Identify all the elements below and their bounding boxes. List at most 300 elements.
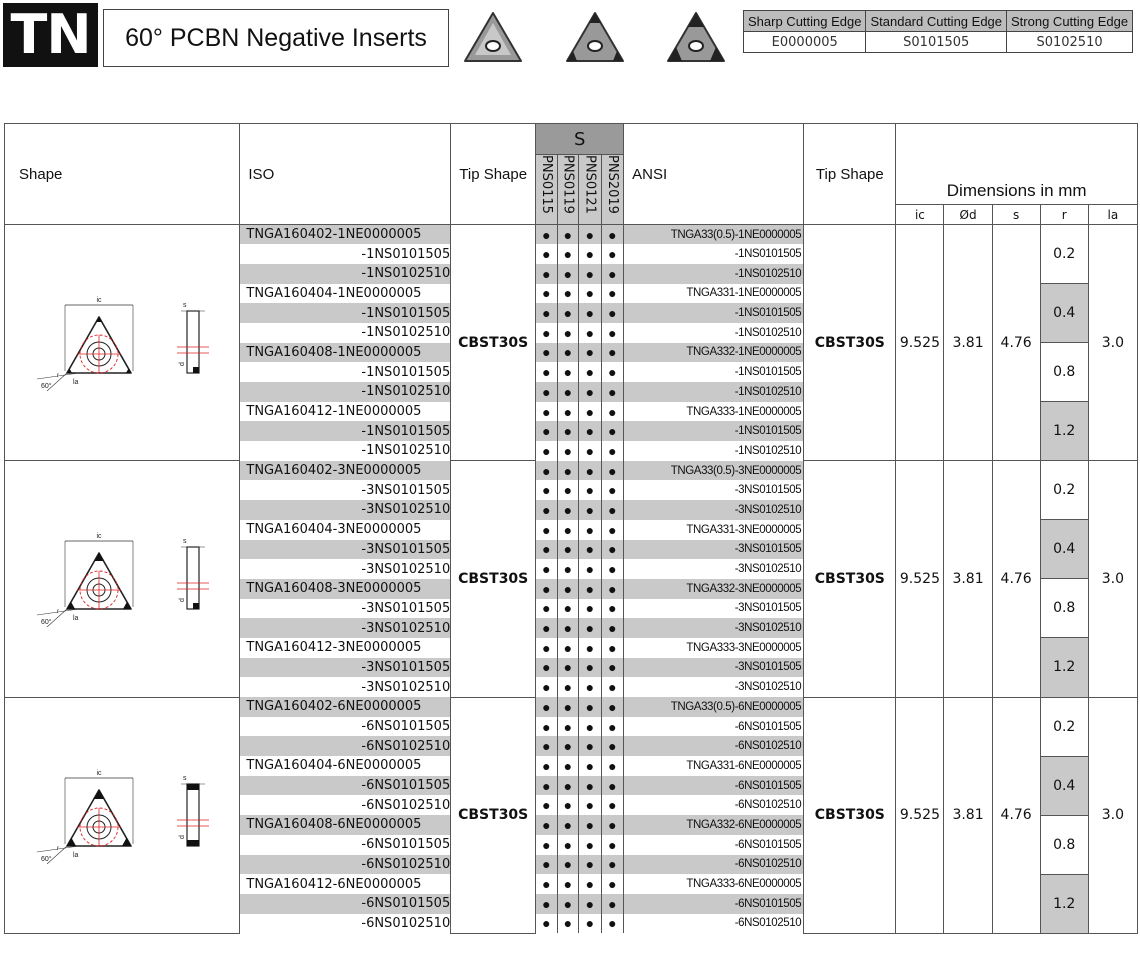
availability-dot: ●	[557, 677, 578, 697]
ansi-code: -1NS0102510	[624, 264, 804, 284]
svg-text:s: s	[183, 774, 187, 782]
cutting-edge-table	[743, 10, 1133, 53]
availability-dot: ●	[536, 638, 557, 658]
availability-dot: ●	[579, 914, 602, 934]
availability-dot: ●	[557, 540, 578, 560]
dim-col-d: Ød	[944, 205, 992, 225]
availability-dot: ●	[557, 402, 578, 422]
iso-code: TNGA160412-1NE0000005	[240, 402, 451, 422]
dim-r: 1.2	[1040, 874, 1088, 933]
ansi-code: -3NS0102510	[624, 559, 804, 579]
dim-r: 0.4	[1040, 520, 1088, 579]
availability-dot: ●	[579, 284, 602, 304]
availability-dot: ●	[579, 795, 602, 815]
svg-text:d: d	[179, 598, 187, 603]
availability-dot: ●	[601, 795, 624, 815]
availability-dot: ●	[601, 559, 624, 579]
availability-dot: ●	[557, 697, 578, 717]
iso-code: TNGA160408-6NE0000005	[240, 815, 451, 835]
iso-code: -6NS0102510	[240, 736, 451, 756]
ansi-code: TNGA332-6NE0000005	[624, 815, 804, 835]
svg-text:60°: 60°	[41, 619, 52, 627]
availability-dot: ●	[536, 658, 557, 678]
ansi-code: -6NS0102510	[624, 855, 804, 875]
ansi-code: TNGA33(0.5)-6NE0000005	[624, 697, 804, 717]
ansi-code: -6NS0101505	[624, 776, 804, 796]
ansi-code: -6NS0102510	[624, 795, 804, 815]
availability-dot: ●	[579, 323, 602, 343]
availability-dot: ●	[601, 599, 624, 619]
availability-dot: ●	[579, 343, 602, 363]
iso-code: TNGA160402-3NE0000005	[240, 461, 451, 481]
ansi-code: TNGA333-3NE0000005	[624, 638, 804, 658]
availability-dot: ●	[557, 421, 578, 441]
iso-code: -1NS0101505	[240, 362, 451, 382]
availability-dot: ●	[579, 402, 602, 422]
availability-dot: ●	[601, 284, 624, 304]
availability-dot: ●	[557, 815, 578, 835]
availability-dot: ●	[557, 225, 578, 245]
availability-dot: ●	[601, 914, 624, 934]
availability-dot: ●	[601, 362, 624, 382]
availability-dot: ●	[536, 579, 557, 599]
availability-dot: ●	[536, 835, 557, 855]
dim-s: 4.76	[992, 697, 1040, 933]
availability-dot: ●	[536, 480, 557, 500]
iso-code: -6NS0102510	[240, 855, 451, 875]
availability-dot: ●	[557, 520, 578, 540]
availability-dot: ●	[557, 343, 578, 363]
availability-dot: ●	[601, 894, 624, 914]
ansi-code: TNGA331-6NE0000005	[624, 756, 804, 776]
availability-dot: ●	[579, 520, 602, 540]
insert-shape-drawing	[17, 291, 227, 391]
edge-value: S0101505	[866, 32, 1007, 53]
availability-dot: ●	[557, 795, 578, 815]
availability-dot: ●	[557, 599, 578, 619]
ansi-code: -3NS0101505	[624, 540, 804, 560]
availability-dot: ●	[601, 343, 624, 363]
tip-shape: CBST30S	[451, 697, 536, 933]
ansi-code: TNGA332-3NE0000005	[624, 579, 804, 599]
availability-dot: ●	[557, 480, 578, 500]
availability-dot: ●	[601, 441, 624, 461]
dim-r: 0.8	[1040, 343, 1088, 402]
availability-dot: ●	[579, 756, 602, 776]
grade-header: PNS0121	[582, 155, 598, 214]
availability-dot: ●	[536, 559, 557, 579]
col-iso: ISO	[240, 124, 451, 225]
ansi-code: -6NS0101505	[624, 835, 804, 855]
dim-col-r: r	[1040, 205, 1088, 225]
availability-dot: ●	[579, 540, 602, 560]
ansi-code: TNGA333-6NE0000005	[624, 874, 804, 894]
availability-dot: ●	[536, 461, 557, 481]
availability-dot: ●	[557, 303, 578, 323]
col-shape: Shape	[5, 124, 240, 225]
iso-code: -3NS0101505	[240, 658, 451, 678]
dimensions-header: Dimensions in mm	[896, 124, 1138, 205]
tip-shape: CBST30S	[451, 461, 536, 697]
availability-dot: ●	[579, 599, 602, 619]
availability-dot: ●	[579, 697, 602, 717]
availability-dot: ●	[536, 540, 557, 560]
table-row	[5, 225, 1138, 245]
availability-dot: ●	[579, 264, 602, 284]
availability-dot: ●	[536, 264, 557, 284]
availability-dot: ●	[536, 500, 557, 520]
iso-code: TNGA160412-6NE0000005	[240, 874, 451, 894]
availability-dot: ●	[601, 225, 624, 245]
ansi-code: -1NS0102510	[624, 323, 804, 343]
ansi-code: -1NS0102510	[624, 441, 804, 461]
ansi-code: -6NS0101505	[624, 894, 804, 914]
availability-dot: ●	[579, 579, 602, 599]
insert-sharp-icon	[461, 9, 525, 67]
insert-spec-table	[4, 123, 1138, 934]
dim-s: 4.76	[992, 461, 1040, 697]
availability-dot: ●	[536, 520, 557, 540]
dim-r: 0.4	[1040, 756, 1088, 815]
dim-r: 0.2	[1040, 461, 1088, 520]
availability-dot: ●	[557, 441, 578, 461]
svg-text:d: d	[179, 362, 187, 367]
availability-dot: ●	[557, 756, 578, 776]
grade-header: PNS0115	[539, 155, 555, 214]
availability-dot: ●	[579, 480, 602, 500]
svg-text:ic: ic	[96, 769, 102, 777]
availability-dot: ●	[557, 736, 578, 756]
availability-dot: ●	[536, 323, 557, 343]
dim-d: 3.81	[944, 697, 992, 933]
availability-dot: ●	[579, 559, 602, 579]
iso-code: TNGA160404-3NE0000005	[240, 520, 451, 540]
availability-dot: ●	[579, 461, 602, 481]
iso-code: -6NS0101505	[240, 717, 451, 737]
table-row	[5, 461, 1138, 481]
iso-code: TNGA160404-1NE0000005	[240, 284, 451, 304]
iso-code: -1NS0102510	[240, 264, 451, 284]
dim-ic: 9.525	[896, 461, 944, 697]
availability-dot: ●	[579, 855, 602, 875]
ansi-code: -1NS0101505	[624, 421, 804, 441]
svg-text:d: d	[179, 834, 187, 839]
ansi-code: -6NS0101505	[624, 717, 804, 737]
availability-dot: ●	[536, 815, 557, 835]
availability-dot: ●	[557, 717, 578, 737]
iso-code: -1NS0102510	[240, 382, 451, 402]
dim-r: 1.2	[1040, 638, 1088, 697]
shape-cell	[5, 697, 240, 933]
dim-col-ic: ic	[896, 205, 944, 225]
availability-dot: ●	[536, 795, 557, 815]
availability-dot: ●	[557, 638, 578, 658]
availability-dot: ●	[557, 244, 578, 264]
iso-code: -1NS0101505	[240, 244, 451, 264]
iso-code: -3NS0102510	[240, 618, 451, 638]
svg-text:60°: 60°	[41, 383, 52, 391]
availability-dot: ●	[601, 638, 624, 658]
ansi-code: -1NS0101505	[624, 244, 804, 264]
insert-standard-icon	[563, 9, 627, 67]
availability-dot: ●	[536, 362, 557, 382]
ansi-code: -3NS0101505	[624, 658, 804, 678]
availability-dot: ●	[601, 855, 624, 875]
svg-text:60°: 60°	[41, 855, 52, 863]
availability-dot: ●	[579, 421, 602, 441]
insert-strong-icon	[664, 9, 728, 67]
availability-dot: ●	[536, 382, 557, 402]
availability-dot: ●	[579, 776, 602, 796]
availability-dot: ●	[579, 244, 602, 264]
availability-dot: ●	[579, 441, 602, 461]
dim-ic: 9.525	[896, 697, 944, 933]
availability-dot: ●	[536, 756, 557, 776]
availability-dot: ●	[536, 421, 557, 441]
availability-dot: ●	[536, 402, 557, 422]
availability-dot: ●	[579, 382, 602, 402]
grade-header: PNS0119	[560, 155, 576, 214]
availability-dot: ●	[536, 894, 557, 914]
svg-text:s: s	[183, 302, 187, 310]
availability-dot: ●	[536, 776, 557, 796]
availability-dot: ●	[536, 244, 557, 264]
availability-dot: ●	[579, 835, 602, 855]
availability-dot: ●	[579, 638, 602, 658]
availability-dot: ●	[601, 658, 624, 678]
availability-dot: ●	[557, 362, 578, 382]
availability-dot: ●	[557, 382, 578, 402]
svg-text:ic: ic	[96, 533, 102, 541]
availability-dot: ●	[601, 540, 624, 560]
grade-header: PNS2019	[604, 155, 620, 214]
iso-code: -3NS0101505	[240, 540, 451, 560]
iso-code: -1NS0102510	[240, 323, 451, 343]
series-code-badge: TN	[3, 3, 98, 67]
availability-dot: ●	[579, 815, 602, 835]
availability-dot: ●	[601, 500, 624, 520]
dim-la: 3.0	[1088, 697, 1137, 933]
availability-dot: ●	[536, 677, 557, 697]
table-row	[5, 697, 1138, 717]
col-ansi: ANSI	[624, 124, 804, 225]
ansi-code: -6NS0102510	[624, 736, 804, 756]
availability-dot: ●	[557, 894, 578, 914]
iso-code: -3NS0102510	[240, 500, 451, 520]
ansi-code: TNGA331-1NE0000005	[624, 284, 804, 304]
dim-col-la: la	[1088, 205, 1137, 225]
availability-dot: ●	[557, 658, 578, 678]
iso-code: -1NS0101505	[240, 303, 451, 323]
availability-dot: ●	[557, 914, 578, 934]
svg-text:ic: ic	[96, 297, 102, 305]
dim-r: 0.8	[1040, 579, 1088, 638]
availability-dot: ●	[601, 618, 624, 638]
availability-dot: ●	[536, 599, 557, 619]
availability-dot: ●	[536, 914, 557, 934]
iso-code: TNGA160412-3NE0000005	[240, 638, 451, 658]
iso-code: -3NS0101505	[240, 480, 451, 500]
iso-code: -1NS0101505	[240, 421, 451, 441]
availability-dot: ●	[579, 225, 602, 245]
tip-shape-2: CBST30S	[804, 697, 896, 933]
dim-r: 0.4	[1040, 284, 1088, 343]
availability-dot: ●	[536, 225, 557, 245]
availability-dot: ●	[557, 776, 578, 796]
availability-dot: ●	[557, 579, 578, 599]
dim-col-s: s	[992, 205, 1040, 225]
ansi-code: -3NS0101505	[624, 599, 804, 619]
iso-code: -6NS0101505	[240, 835, 451, 855]
tip-shape-2: CBST30S	[804, 461, 896, 697]
dim-r: 0.2	[1040, 225, 1088, 284]
page-title: 60° PCBN Negative Inserts	[103, 9, 449, 67]
ansi-code: -6NS0102510	[624, 914, 804, 934]
availability-dot: ●	[557, 618, 578, 638]
iso-code: -3NS0102510	[240, 559, 451, 579]
availability-dot: ●	[601, 480, 624, 500]
shape-cell	[5, 225, 240, 461]
availability-dot: ●	[536, 343, 557, 363]
availability-dot: ●	[536, 697, 557, 717]
edge-header: Standard Cutting Edge	[866, 11, 1007, 32]
availability-dot: ●	[536, 618, 557, 638]
availability-dot: ●	[557, 461, 578, 481]
availability-dot: ●	[601, 835, 624, 855]
ansi-code: -3NS0102510	[624, 500, 804, 520]
svg-text:la: la	[73, 615, 79, 623]
availability-dot: ●	[601, 264, 624, 284]
availability-dot: ●	[579, 894, 602, 914]
svg-text:la: la	[73, 851, 79, 859]
availability-dot: ●	[557, 500, 578, 520]
insert-shape-drawing	[17, 527, 227, 627]
availability-dot: ●	[557, 855, 578, 875]
availability-dot: ●	[601, 461, 624, 481]
col-tip-shape: Tip Shape	[451, 124, 536, 225]
dim-r: 1.2	[1040, 402, 1088, 461]
availability-dot: ●	[557, 284, 578, 304]
availability-dot: ●	[601, 874, 624, 894]
ansi-code: TNGA331-3NE0000005	[624, 520, 804, 540]
availability-dot: ●	[601, 520, 624, 540]
edge-value: S0102510	[1007, 32, 1133, 53]
availability-dot: ●	[601, 776, 624, 796]
iso-code: -1NS0102510	[240, 441, 451, 461]
availability-dot: ●	[601, 244, 624, 264]
dim-d: 3.81	[944, 225, 992, 461]
iso-code: TNGA160404-6NE0000005	[240, 756, 451, 776]
iso-code: -6NS0102510	[240, 914, 451, 934]
tip-shape-2: CBST30S	[804, 225, 896, 461]
ansi-code: TNGA333-1NE0000005	[624, 402, 804, 422]
availability-dot: ●	[601, 697, 624, 717]
tip-shape: CBST30S	[451, 225, 536, 461]
availability-dot: ●	[601, 402, 624, 422]
availability-dot: ●	[536, 855, 557, 875]
svg-text:r: r	[57, 609, 60, 616]
availability-dot: ●	[601, 756, 624, 776]
ansi-code: -3NS0102510	[624, 677, 804, 697]
availability-dot: ●	[536, 284, 557, 304]
availability-dot: ●	[601, 677, 624, 697]
dim-la: 3.0	[1088, 225, 1137, 461]
availability-dot: ●	[557, 323, 578, 343]
ansi-code: TNGA33(0.5)-3NE0000005	[624, 461, 804, 481]
svg-text:s: s	[183, 538, 187, 546]
dim-r: 0.2	[1040, 697, 1088, 756]
svg-text:r: r	[57, 845, 60, 852]
availability-dot: ●	[601, 815, 624, 835]
iso-code: TNGA160402-1NE0000005	[240, 225, 451, 245]
availability-dot: ●	[579, 658, 602, 678]
ansi-code: -3NS0102510	[624, 618, 804, 638]
availability-dot: ●	[601, 382, 624, 402]
availability-dot: ●	[557, 559, 578, 579]
availability-dot: ●	[579, 677, 602, 697]
iso-code: TNGA160408-1NE0000005	[240, 343, 451, 363]
iso-code: -6NS0102510	[240, 795, 451, 815]
availability-dot: ●	[601, 421, 624, 441]
availability-dot: ●	[536, 717, 557, 737]
iso-code: -6NS0101505	[240, 894, 451, 914]
iso-code: -6NS0101505	[240, 776, 451, 796]
availability-dot: ●	[579, 736, 602, 756]
iso-code: -3NS0101505	[240, 599, 451, 619]
availability-dot: ●	[557, 874, 578, 894]
availability-dot: ●	[601, 303, 624, 323]
iso-code: TNGA160408-3NE0000005	[240, 579, 451, 599]
availability-dot: ●	[557, 264, 578, 284]
dim-d: 3.81	[944, 461, 992, 697]
availability-dot: ●	[536, 303, 557, 323]
ansi-code: -1NS0101505	[624, 303, 804, 323]
edge-value: E0000005	[744, 32, 866, 53]
dim-s: 4.76	[992, 225, 1040, 461]
dim-r: 0.8	[1040, 815, 1088, 874]
ansi-code: -1NS0102510	[624, 382, 804, 402]
ansi-code: TNGA332-1NE0000005	[624, 343, 804, 363]
availability-dot: ●	[601, 323, 624, 343]
dim-ic: 9.525	[896, 225, 944, 461]
iso-code: TNGA160402-6NE0000005	[240, 697, 451, 717]
svg-text:la: la	[73, 379, 79, 387]
availability-dot: ●	[579, 874, 602, 894]
col-tip-shape-2: Tip Shape	[804, 124, 896, 225]
availability-dot: ●	[579, 500, 602, 520]
availability-dot: ●	[557, 835, 578, 855]
ansi-code: TNGA33(0.5)-1NE0000005	[624, 225, 804, 245]
availability-dot: ●	[536, 441, 557, 461]
grade-group-header: S	[536, 124, 624, 155]
ansi-code: -3NS0101505	[624, 480, 804, 500]
availability-dot: ●	[601, 736, 624, 756]
availability-dot: ●	[579, 362, 602, 382]
edge-header: Strong Cutting Edge	[1007, 11, 1133, 32]
shape-cell	[5, 461, 240, 697]
svg-text:r: r	[57, 373, 60, 380]
availability-dot: ●	[601, 717, 624, 737]
availability-dot: ●	[579, 303, 602, 323]
edge-header: Sharp Cutting Edge	[744, 11, 866, 32]
iso-code: -3NS0102510	[240, 677, 451, 697]
dim-la: 3.0	[1088, 461, 1137, 697]
availability-dot: ●	[536, 874, 557, 894]
insert-shape-drawing	[17, 764, 227, 864]
availability-dot: ●	[536, 736, 557, 756]
availability-dot: ●	[601, 579, 624, 599]
availability-dot: ●	[579, 618, 602, 638]
